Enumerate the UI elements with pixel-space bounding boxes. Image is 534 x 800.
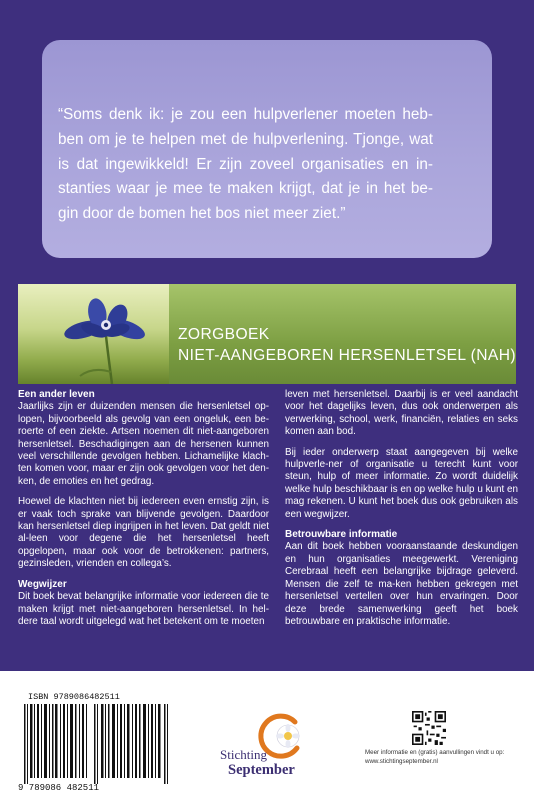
barcode-icon	[22, 704, 172, 784]
paragraph: Jaarlijks zijn er duizenden mensen die hersenletsel op-lopen, bijvoorbeeld als gevolg van een ongeluk, een be-roerte of een ziekte. Artsen noemen dit niet-aangeboren hersenletsel. Beschadigingen aan de hersenen kunnen veel verschillende gevolgen hebben. Lichamelijke klach-ten komen voor, maar er zijn ook gevolgen voor het den-ken, de emoties en het gedrag.	[18, 401, 269, 487]
logo-text-september: September	[228, 762, 295, 778]
barcode-digits: 9 789086 482511	[18, 783, 100, 793]
text-column-left	[18, 389, 269, 636]
qr-code-icon[interactable]	[412, 711, 446, 745]
isbn-label: ISBN 9789086482511	[28, 692, 120, 702]
paragraph: Dit boek bevat belangrijke informatie voor iedereen die te maken krijgt met niet-aangeboren hersenletsel. In hel-dere taal wordt uitgelegd wat het betekent om te moeten	[18, 591, 269, 627]
logo-text-stichting: Stichting	[220, 747, 267, 762]
more-info-text	[365, 749, 527, 766]
band-title-line1: ZORGBOEK	[178, 326, 270, 343]
paragraph: Hoewel de klachten niet bij iedereen even ernstig zijn, is er vaak toch sprake van blijvende gevolgen. Daardoor kan hersenletsel diep ingrijpen in het leven. Dat geldt niet al-leen voor degene die het hersenletsel heeft opgelopen, maar ook voor de betrokkenen: partners, gezinsleden, vrienden en collega’s.	[18, 496, 269, 570]
text-column-right	[285, 389, 518, 636]
section-heading: Een ander leven	[18, 389, 95, 400]
band-title-line2: NIET-AANGEBOREN HERSENLETSEL (NAH)	[178, 347, 516, 364]
paragraph: Bij ieder onderwerp staat aangegeven bij welke hulpverle-ner of organisatie u terecht kunt voor steun, hulp of meer informatie. Zo wordt duidelijk welke hulp beschikbaar is en op welke hulp u kunt en mag rekenen. U kunt het boek dus ook gebruiken als een wegwijzer.	[285, 446, 518, 520]
info-line: Meer informatie en (gratis) aanvullingen vindt u op:	[365, 749, 505, 756]
section-heading: Betrouwbare informatie	[285, 529, 398, 541]
paragraph: leven met hersenletsel. Daarbij is er veel aandacht voor het dagelijks leven, dus ook onderwerpen als verwerking, school, werk, financiën, relaties en seks komen aan bod.	[285, 389, 518, 438]
quote-text: “Soms denk ik: je zou een hulpverlener moeten heb-ben om je te helpen met de hulpverlening. Tjonge, wat is dat ingewikkeld! Er zijn zoveel organisaties en in-stanties waar je mee te maken krijgt, dat je in het be-gin door de bomen het bos niet meer ziet.”	[58, 106, 433, 223]
flower-photo	[18, 284, 169, 384]
section-heading: Wegwijzer	[18, 578, 67, 590]
website-link[interactable]: www.stichtingseptember.nl	[365, 757, 438, 765]
blue-flower-icon	[18, 284, 169, 384]
paragraph: Aan dit boek hebben vooraanstaande deskundigen en hun organisaties meegewerkt. Vereniging Cerebraal heeft een belangrijke bijdrage geleverd. Mensen die zelf te ma-ken hebben gekregen met hersenletsel vertellen over hun ervaringen. Door deze brede samenwerking geeft het boek betrouwbare en praktische informatie.	[285, 541, 518, 627]
